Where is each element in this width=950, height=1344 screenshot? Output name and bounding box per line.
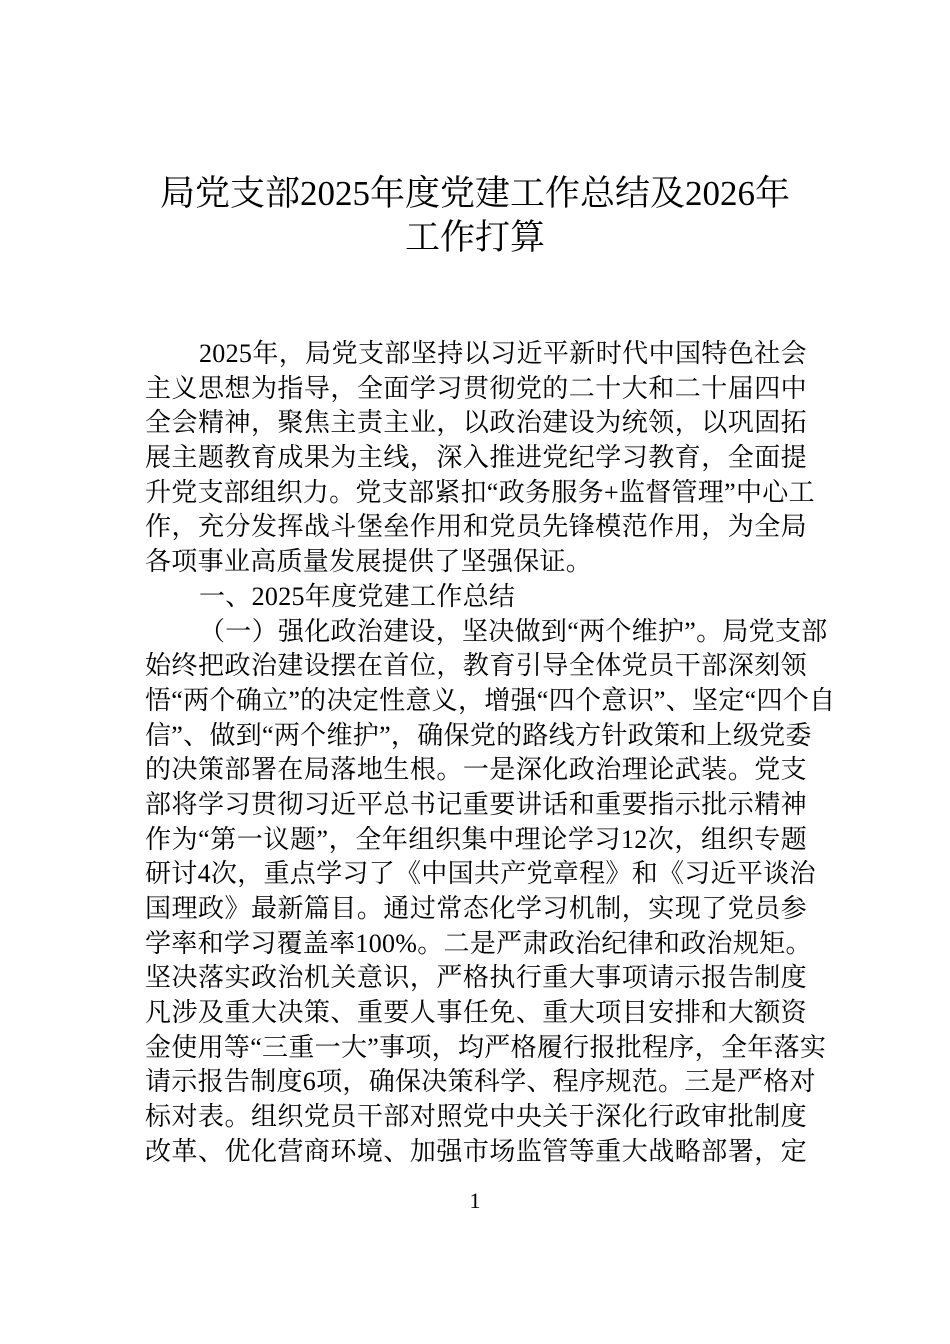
paragraph-line: 凡涉及重大决策、重要人事任免、重大项目安排和大额资	[145, 998, 807, 1028]
paragraph-line: 部将学习贯彻习近平总书记重要讲话和重要指示批示精神	[145, 789, 807, 819]
paragraph-line: 国理政》最新篇目。通过常态化学习机制，实现了党员参	[145, 894, 807, 923]
paragraph-line: 改革、优化营商环境、加强市场监管等重大战略部署，定	[145, 1136, 807, 1166]
paragraph-line: 各项事业高质量发展提供了坚强保证。	[145, 547, 593, 577]
paragraph-line: 展主题教育成果为主线，深入推进党纪学习教育，全面提	[145, 443, 807, 473]
paragraph-line: 2025年，局党支部坚持以习近平新时代中国特色社会	[199, 339, 807, 368]
paragraph-line: 升党支部组织力。党支部紧扣“政务服务+监督管理”中心工	[145, 477, 815, 507]
paragraph-line: 的决策部署在局落地生根。一是深化政治理论武装。党支	[145, 755, 807, 785]
paragraph-line: 请示报告制度6项，确保决策科学、程序规范。三是严格对	[145, 1067, 816, 1097]
document-title-line-2: 工作打算	[404, 218, 545, 257]
paragraph-line: 始终把政治建设摆在首位，教育引导全体党员干部深刻领	[145, 651, 807, 681]
paragraph-line: （一）强化政治建设，坚决做到“两个维护”。局党支部	[199, 616, 828, 646]
paragraph-line: 主义思想为指导，全面学习贯彻党的二十大和二十届四中	[145, 373, 807, 403]
paragraph-line: 全会精神，聚焦主责主业，以政治建设为统领，以巩固拓	[145, 408, 807, 438]
document-title-line-1: 局党支部2025年度党建工作总结及2026年	[159, 174, 790, 213]
paragraph-line: 研讨4次，重点学习了《中国共产党章程》和《习近平谈治	[145, 859, 816, 889]
paragraph-line: 作为“第一议题”，全年组织集中理论学习12次，组织专题	[145, 824, 807, 854]
document-body	[145, 337, 836, 1170]
paragraph-line: 坚决落实政治机关意识，严格执行重大事项请示报告制度	[145, 963, 807, 993]
paragraph-line: 悟“两个确立”的决定性意义，增强“四个意识”、坚定“四个自	[145, 685, 836, 715]
paragraph-line: 信”、做到“两个维护”，确保党的路线方针政策和上级党委	[145, 720, 812, 750]
page-number: 1	[469, 1188, 481, 1213]
paragraph-line: 学率和学习覆盖率100%。二是严肃政治纪律和政治规矩。	[145, 928, 812, 958]
paragraph-line: 作，充分发挥战斗堡垒作用和党员先锋模范作用，为全局	[145, 512, 807, 542]
paragraph-line: 金使用等“三重一大”事项，均严格履行报批程序，全年落实	[145, 1032, 827, 1062]
section-heading: 一、2025年度党建工作总结	[199, 581, 516, 611]
paragraph-line: 标对表。组织党员干部对照党中央关于深化行政审批制度	[145, 1102, 807, 1132]
